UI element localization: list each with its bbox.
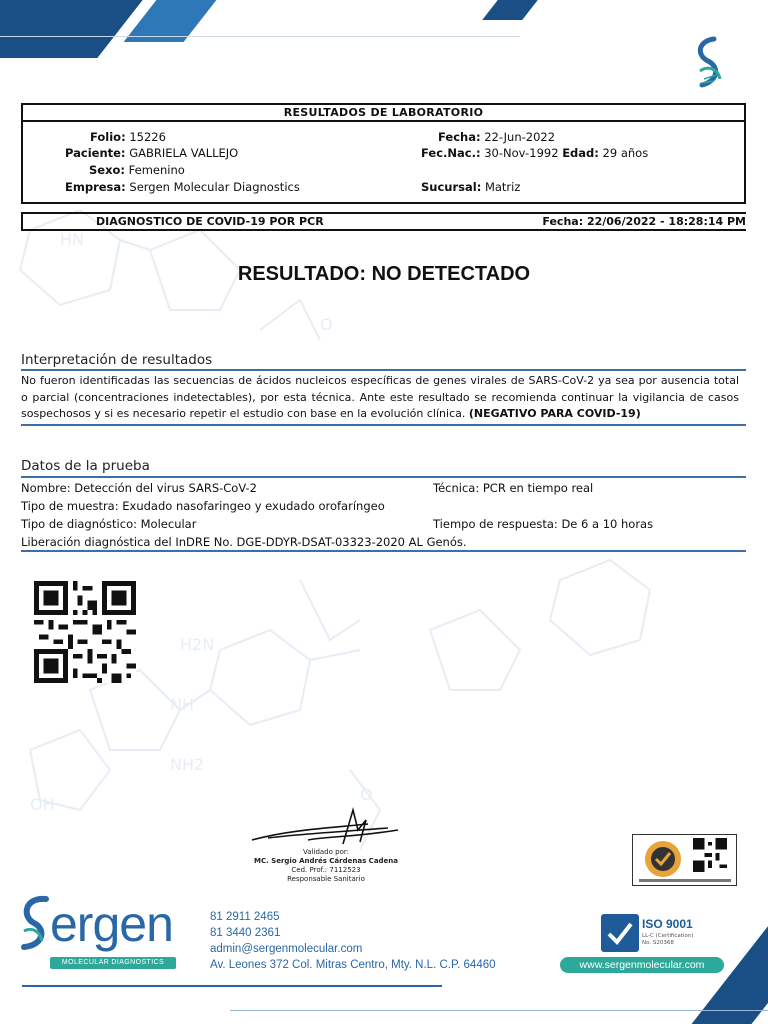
sergen-helix-logo-icon <box>690 35 728 90</box>
paciente-label: Paciente: <box>65 146 126 160</box>
sucursal-label: Sucursal: <box>421 180 482 194</box>
website-link[interactable]: www.sergenmolecular.com <box>560 957 724 973</box>
paciente-value: GABRIELA VALLEJO <box>129 146 239 160</box>
empresa-row <box>65 180 300 194</box>
brand-subtitle: MOLECULAR DIAGNOSTICS <box>50 957 176 969</box>
test-tecnica: Técnica: PCR en tiempo real <box>433 481 594 495</box>
iso-check-icon <box>601 914 639 952</box>
brand-name: ergen <box>50 896 173 952</box>
interpretation-verdict: (NEGATIVO PARA COVID-19) <box>468 407 641 420</box>
folio-row <box>90 130 166 144</box>
interpretation-body: No fueron identificadas las secuencias de ácidos nucleicos específicas de genes virales de SARS-CoV-2 ya sea por ausencia total o parcial (concentraciones indetectables), por esta técnica. Ante este resultado se recomienda continuar la vigilancia de casos sospechosos y si es necesario repetir el estudio con base en la evolución clínica. <box>21 374 739 420</box>
contact-phone-2: 81 3440 2361 <box>210 927 281 939</box>
footer-rule <box>22 985 442 987</box>
signature-cargo: Responsable Sanitario <box>287 875 365 883</box>
signature-name: MC. Sergio Andrés Cárdenas Cadena <box>253 857 399 865</box>
svg-text:NH: NH <box>170 695 194 714</box>
sucursal-value: Matriz <box>484 180 521 194</box>
test-liberacion: Liberación diagnóstica del InDRE No. DGE-DDYR-DSAT-03323-2020 AL Genós. <box>21 535 467 549</box>
svg-text:HN: HN <box>60 230 84 249</box>
signature-image <box>248 800 408 850</box>
fecha-label: Fecha: <box>438 130 481 144</box>
sexo-value: Femenino <box>128 163 185 177</box>
edad-label: Edad: <box>562 146 599 160</box>
interpretation-text <box>21 373 739 423</box>
fecha-value: 22-Jun-2022 <box>484 130 556 144</box>
certification-code-strip <box>639 879 731 882</box>
contact-phone-1: 81 2911 2465 <box>210 911 280 923</box>
header-band-left <box>0 0 143 58</box>
iso-title: ISO 9001 <box>642 917 693 931</box>
diagnostic-datetime: Fecha: 22/06/2022 - 18:28:14 PM <box>542 215 746 228</box>
svg-text:H2N: H2N <box>180 635 215 654</box>
svg-text:OH: OH <box>30 795 55 814</box>
fecnac-value: 30-Nov-1992 <box>484 146 559 160</box>
edad-value: 29 años <box>602 146 649 160</box>
test-rule-bottom <box>21 550 746 552</box>
interpretation-title: Interpretación de resultados <box>21 352 213 368</box>
qr-code-icon <box>34 580 136 684</box>
certification-seal-icon <box>643 839 683 879</box>
header-band-right <box>482 0 538 20</box>
test-tiempo: Tiempo de respuesta: De 6 a 10 horas <box>433 517 654 531</box>
result-heading: RESULTADO: NO DETECTADO <box>237 263 531 285</box>
test-diagnostico: Tipo de diagnóstico: Molecular <box>21 517 197 531</box>
iso-sub-2: No. S20368 <box>642 940 674 946</box>
footer-band-bottom <box>230 1010 768 1024</box>
empresa-label: Empresa: <box>65 180 126 194</box>
sergen-brand-s-icon <box>18 893 52 953</box>
sexo-row <box>89 163 185 177</box>
contact-address: Av. Leones 372 Col. Mitras Centro, Mty. N.L. C.P. 64460 <box>210 959 496 971</box>
lab-title: RESULTADOS DE LABORATORIO <box>23 105 744 122</box>
test-rule-top <box>21 476 746 478</box>
interpretation-rule-bottom <box>21 424 746 426</box>
diagnostic-bar <box>21 212 746 231</box>
svg-text:O: O <box>320 315 333 334</box>
sucursal-row <box>421 180 520 194</box>
paciente-row <box>65 146 238 160</box>
contact-email: admin@sergenmolecular.com <box>210 943 363 955</box>
empresa-value: Sergen Molecular Diagnostics <box>129 180 300 194</box>
fecnac-label: Fec.Nac.: <box>421 146 481 160</box>
svg-text:O: O <box>360 785 373 804</box>
sexo-label: Sexo: <box>89 163 125 177</box>
signature-cedula: Ced. Prof.: 7112523 <box>291 866 361 874</box>
test-title: Datos de la prueba <box>21 458 150 474</box>
svg-text:NH2: NH2 <box>170 755 205 774</box>
folio-value: 15226 <box>129 130 166 144</box>
certification-box <box>632 834 737 886</box>
header-line <box>0 36 520 37</box>
iso-sub-1: LL-C (Certification) <box>642 933 694 939</box>
diagnostic-title: DIAGNOSTICO DE COVID-19 POR PCR <box>96 215 324 228</box>
interpretation-rule-top <box>21 369 746 371</box>
test-muestra: Tipo de muestra: Exudado nasofaringeo y exudado orofaríngeo <box>21 499 385 513</box>
signature-validado: Validado por: <box>303 848 349 856</box>
iso-subtitle <box>642 933 693 947</box>
folio-label: Folio: <box>90 130 126 144</box>
certification-qr-icon <box>693 838 727 872</box>
fecha-row <box>438 130 555 144</box>
fecnac-row <box>421 146 648 160</box>
test-nombre: Nombre: Detección del virus SARS-CoV-2 <box>21 481 257 495</box>
